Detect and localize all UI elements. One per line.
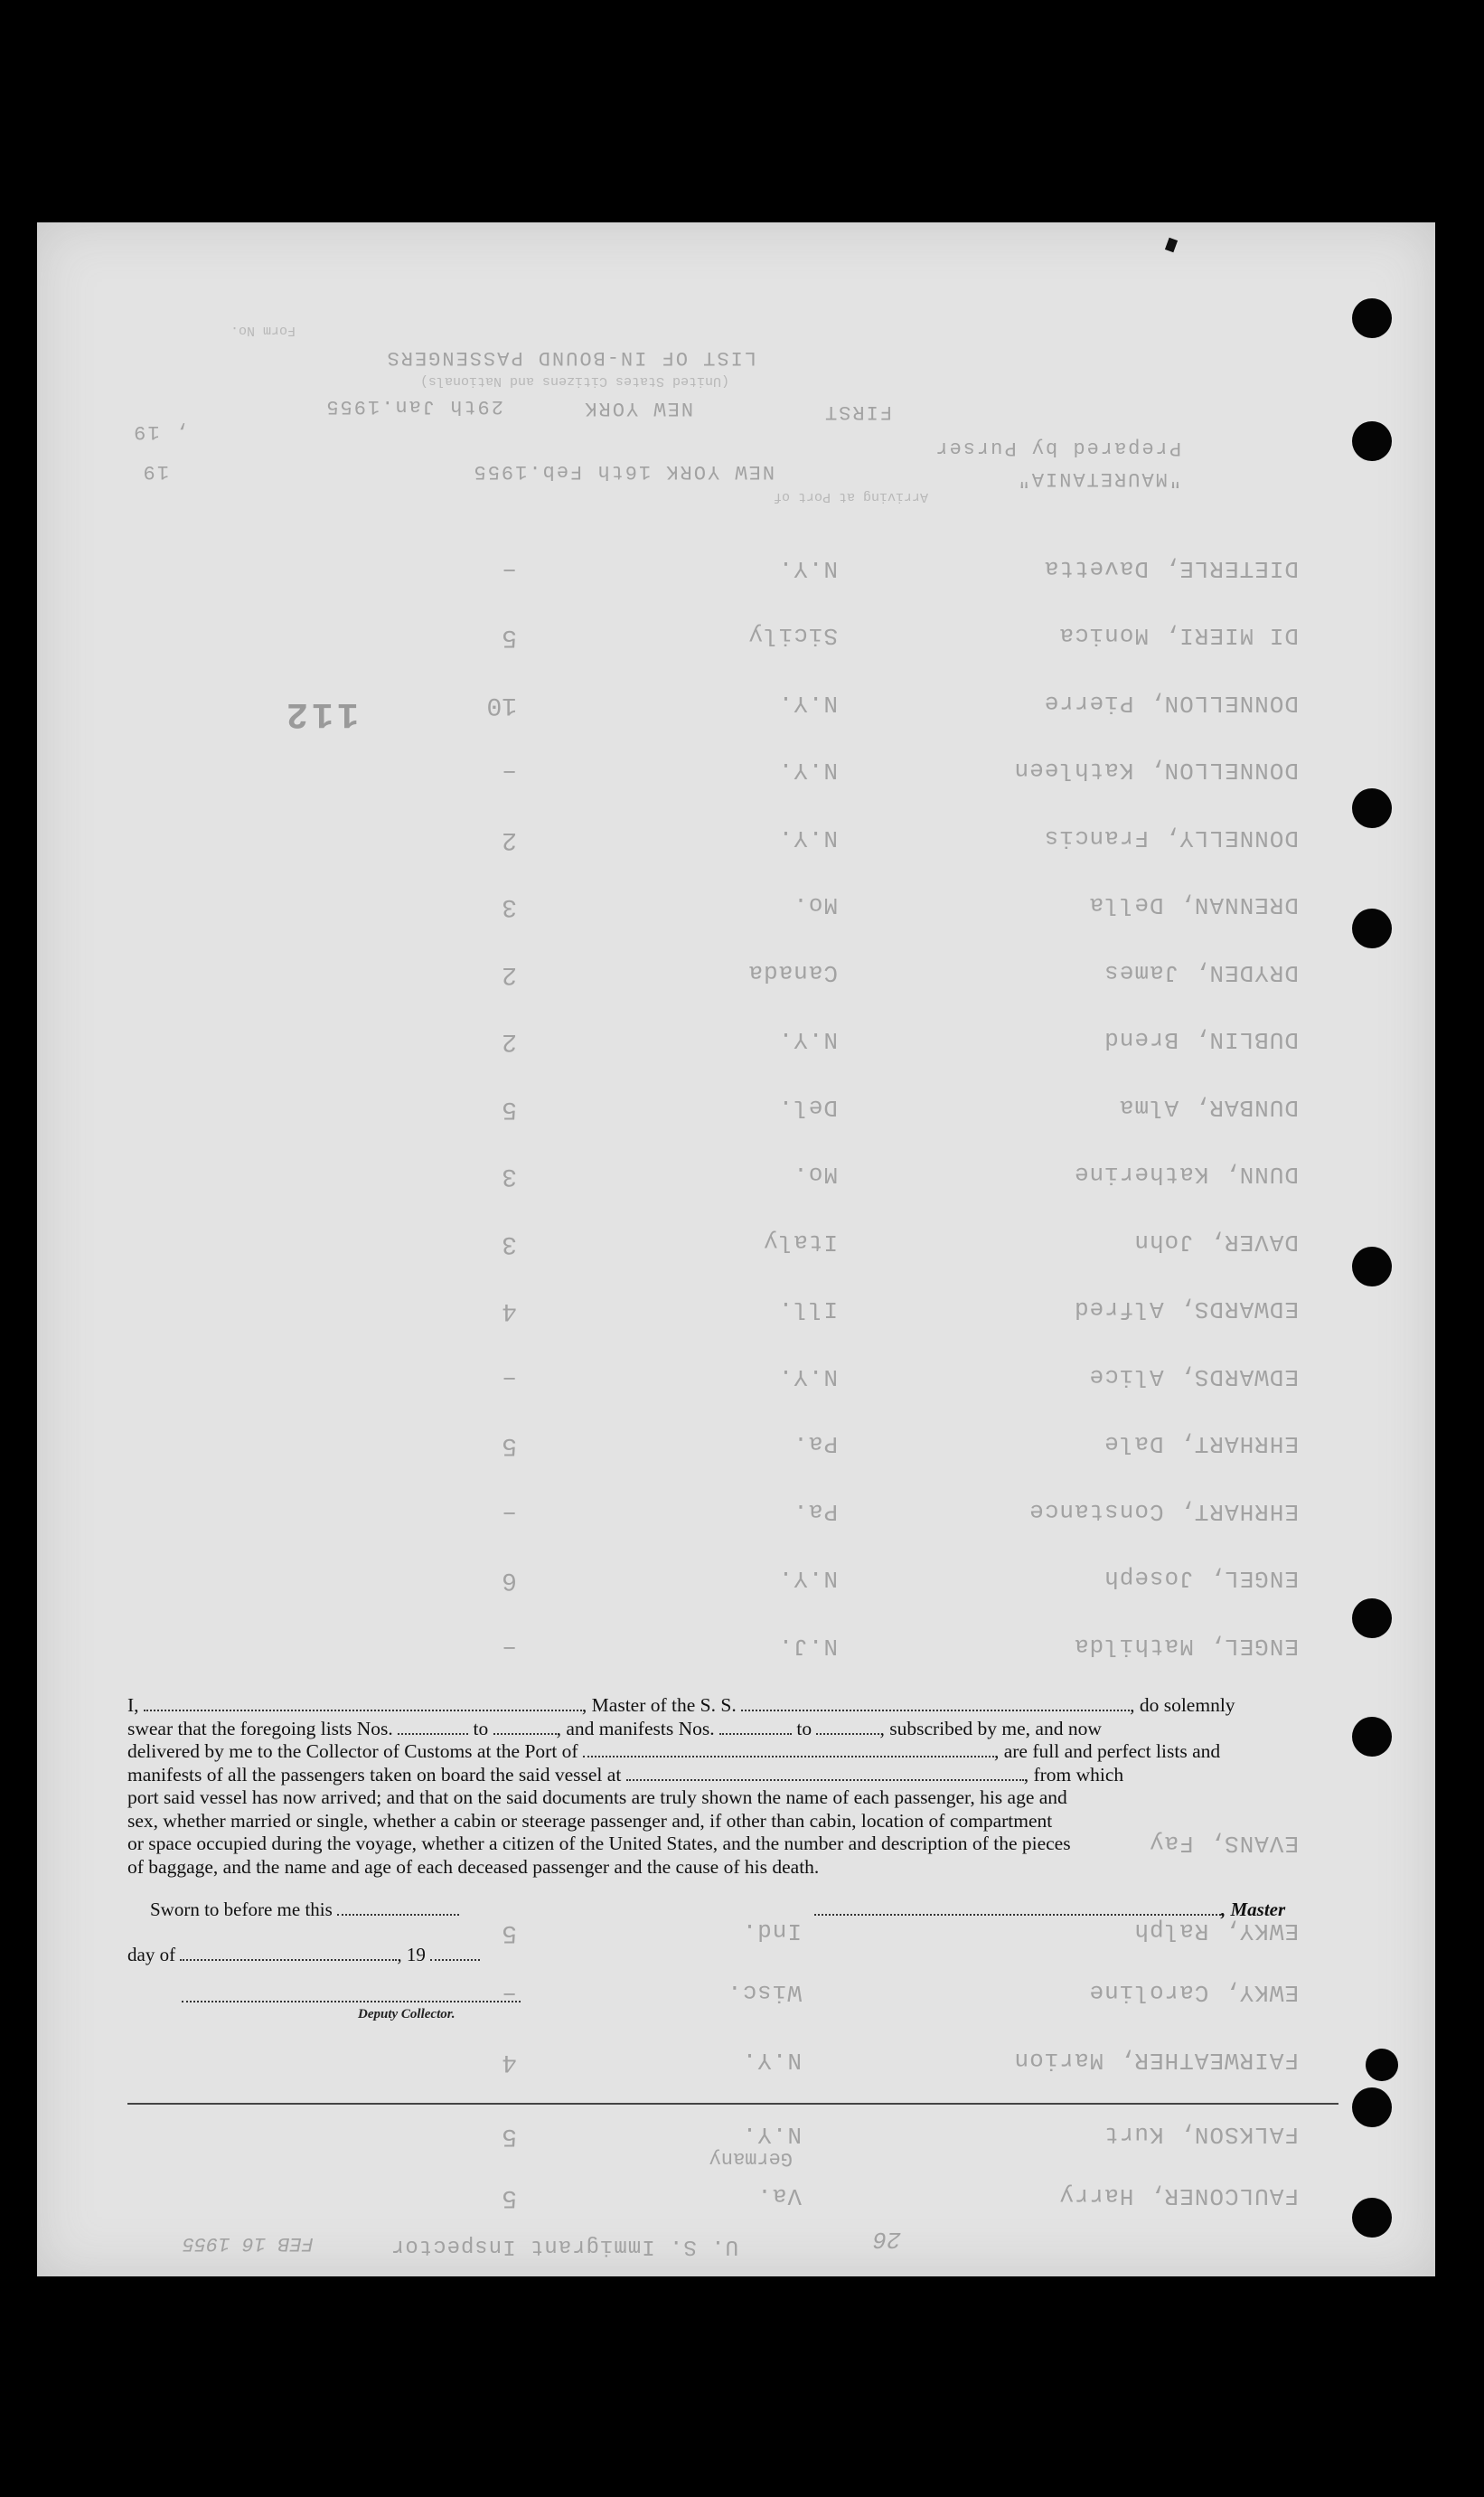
passenger-name: DONNELLON, Pierre xyxy=(1043,690,1299,717)
passenger-count: 4 xyxy=(502,2048,517,2076)
passenger-name: EHRHART, Constance xyxy=(1028,1498,1299,1525)
passenger-name: ENGEL, Mathilda xyxy=(1073,1633,1299,1660)
arriving-at: Arriving at Port of xyxy=(773,489,928,504)
passenger-place: N.Y. xyxy=(741,2121,802,2148)
sworn-line: Sworn to before me this xyxy=(150,1899,459,1921)
passenger-place: N.Y. xyxy=(777,1565,838,1593)
sailing-date: 29th Jan.1955 xyxy=(324,395,503,418)
passenger-name: FAULCONER, Harry xyxy=(1058,2182,1299,2210)
passenger-name: EDWARDS, Alice xyxy=(1088,1363,1299,1390)
passenger-name: DIETERLE, Davetta xyxy=(1043,555,1299,582)
passenger-name: DONNELLON, Kathleen xyxy=(1013,757,1299,785)
passenger-name: ENGEL, Joseph xyxy=(1104,1565,1299,1593)
class-label: FIRST xyxy=(822,400,892,423)
passenger-name: DRYDEN, James xyxy=(1104,959,1299,986)
passenger-place: N.Y. xyxy=(777,824,838,852)
punch-hole xyxy=(1352,788,1392,828)
vessel-name: "MAURETANIA" xyxy=(1016,467,1181,490)
passenger-count: – xyxy=(502,1634,517,1662)
punch-hole xyxy=(1366,2049,1398,2081)
passenger-place: Italy xyxy=(762,1229,838,1256)
form-number: Form No. xyxy=(230,323,296,338)
passenger-name: EWKY, Caroline xyxy=(1088,1979,1299,2006)
passenger-place: Mo. xyxy=(793,891,838,919)
passenger-place: Pa. xyxy=(793,1498,838,1525)
oath-line-3: delivered by me to the Collector of Customs at the Port of , are full and perfect lists and xyxy=(127,1740,1221,1762)
passenger-place: N.Y. xyxy=(777,555,838,582)
passenger-count: – xyxy=(502,556,517,584)
passenger-count: – xyxy=(502,1499,517,1527)
passenger-name: DUNBAR, Alma xyxy=(1118,1094,1299,1121)
oath-line-7: or space occupied during the voyage, whether a citizen of the United States, and the number and description of the pieces xyxy=(127,1833,1071,1854)
passenger-count: – xyxy=(502,1980,517,2008)
oath-line-5: port said vessel has now arrived; and that on the said documents are truly shown the name of each passenger, his age and xyxy=(127,1786,1067,1808)
punch-hole xyxy=(1352,909,1392,948)
passenger-name: DONNELLY, Francis xyxy=(1043,824,1299,852)
passenger-name: DUNN, Katherine xyxy=(1073,1161,1299,1189)
passenger-name: EWKY, Ralph xyxy=(1133,1918,1299,1945)
passenger-count: 3 xyxy=(502,1230,517,1258)
passenger-count: 10 xyxy=(486,691,517,719)
deputy-collector-label: Deputy Collector. xyxy=(358,2007,456,2021)
punch-hole xyxy=(1352,2087,1392,2127)
passenger-count: 2 xyxy=(502,825,517,853)
form-title: LIST OF IN-BOUND PASSENGERS xyxy=(385,346,756,369)
oath-line-8: of baggage, and the name and age of each deceased passenger and the cause of his death. xyxy=(127,1855,820,1878)
passenger-place: N.Y. xyxy=(777,1026,838,1054)
passenger-place: N.J. xyxy=(777,1633,838,1660)
passenger-name: DAVER, John xyxy=(1133,1229,1299,1256)
prepared-by: Prepared by Purser xyxy=(934,437,1181,459)
passenger-name: EHRHART, Dale xyxy=(1104,1430,1299,1458)
year-suffix: , 19 xyxy=(132,420,187,443)
deputy-line xyxy=(182,1985,521,2008)
passenger-place: Pa. xyxy=(793,1430,838,1458)
passenger-place: Mo. xyxy=(793,1161,838,1189)
passenger-count: 5 xyxy=(502,1095,517,1123)
passenger-count: 3 xyxy=(502,1162,517,1191)
passenger-name: FALKSON, Kurt xyxy=(1104,2121,1299,2148)
passenger-count: 4 xyxy=(502,1296,517,1325)
stamp-112: 112 xyxy=(282,693,359,733)
inspector-text: U. S. Immigrant Inspector xyxy=(390,2234,738,2258)
passenger-name: DI MIERI, Monica xyxy=(1058,622,1299,650)
punch-hole xyxy=(1352,421,1392,461)
page-mark: 26 xyxy=(872,2226,901,2253)
punch-hole xyxy=(1352,1717,1392,1757)
passenger-place: N.Y. xyxy=(777,690,838,717)
passenger-place: N.Y. xyxy=(777,1363,838,1390)
passenger-count: 6 xyxy=(502,1566,517,1595)
punch-hole xyxy=(1352,298,1392,338)
oath-line-2: swear that the foregoing lists Nos. to , and manifests Nos. to , subscribed by me, and now xyxy=(127,1717,1102,1739)
passenger-count: 2 xyxy=(502,1027,517,1056)
punch-hole xyxy=(1352,2198,1392,2238)
passenger-count: – xyxy=(502,1364,517,1392)
passenger-place: Ill. xyxy=(777,1296,838,1324)
date-stamp: FEB 16 1955 xyxy=(182,2232,314,2255)
punch-hole xyxy=(1352,1598,1392,1638)
passenger-place: Wisc. xyxy=(726,1979,802,2006)
passenger-name: EDWARDS, Alfred xyxy=(1073,1296,1299,1324)
oath-line-4: manifests of all the passengers taken on board the said vessel at , from which xyxy=(127,1763,1124,1786)
passenger-name: DRENNAN, Della xyxy=(1088,891,1299,919)
bottom-rule xyxy=(127,2103,1338,2105)
passenger-count: – xyxy=(502,758,517,787)
bleed-through-text xyxy=(37,222,1434,1662)
passenger-place: Sicily xyxy=(747,622,838,650)
passenger-count: 5 xyxy=(502,1918,517,1946)
oath-line-6: sex, whether married or single, whether a cabin or steerage passenger and, if other than cabin, location of compartment xyxy=(127,1809,1053,1832)
oath-paragraph xyxy=(127,1694,1343,1879)
day-of-line: day of , 19 xyxy=(127,1944,480,1966)
form-subtitle: (United States Citizens and Nationals) xyxy=(419,373,729,389)
passenger-name: EVANS, Fay xyxy=(1148,1830,1299,1857)
passenger-count: 5 xyxy=(502,623,517,652)
punch-hole xyxy=(1352,1247,1392,1286)
year-suffix-2: 19 xyxy=(141,460,169,483)
passenger-count: 2 xyxy=(502,960,517,988)
passenger-place: Ind. xyxy=(741,1918,802,1945)
passenger-count: 5 xyxy=(502,2122,517,2150)
passenger-place: Canada xyxy=(747,959,838,986)
passenger-place: N.Y. xyxy=(777,757,838,785)
passenger-place: N.Y. xyxy=(741,2047,802,2074)
manifest-page xyxy=(37,222,1435,2276)
passenger-place: Va. xyxy=(756,2182,802,2210)
passenger-name: DUBLIN, Brend xyxy=(1104,1026,1299,1054)
passenger-count: 5 xyxy=(502,1431,517,1460)
oath-line-1: I, , Master of the S. S. , do solemnly xyxy=(127,1694,1235,1716)
germany-text: Germany xyxy=(709,2147,793,2170)
arrival-info: NEW YORK 16th Feb.1955 xyxy=(472,460,775,483)
master-signature-line: , Master xyxy=(814,1899,1285,1921)
passenger-place: Del. xyxy=(777,1094,838,1121)
port-label: NEW YORK xyxy=(583,397,693,419)
passenger-name: FAIRWEATHER, Marion xyxy=(1013,2047,1299,2074)
passenger-count: 3 xyxy=(502,892,517,921)
passenger-count: 5 xyxy=(502,2183,517,2211)
